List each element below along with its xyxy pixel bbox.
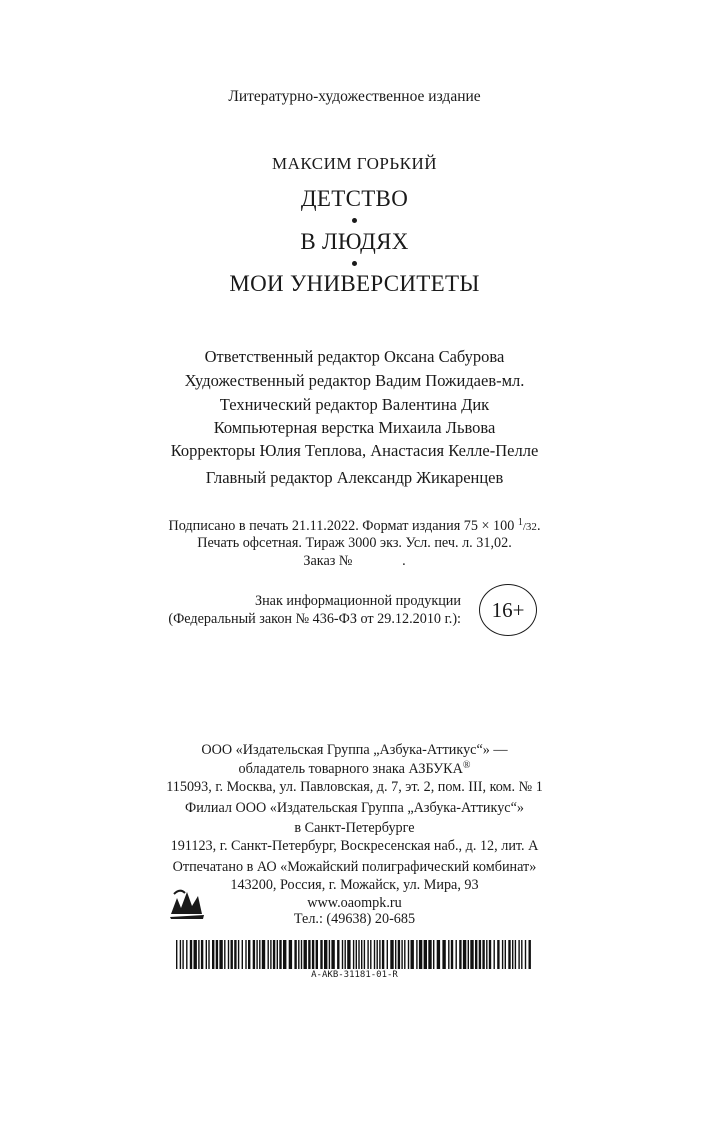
- barcode-bar: [259, 940, 260, 969]
- barcode-bar: [508, 940, 510, 969]
- barcode-bar: [283, 940, 286, 969]
- barcode-bar: [304, 940, 307, 969]
- edition-type: Литературно-художественное издание: [228, 88, 481, 105]
- barcode-bar: [433, 940, 434, 969]
- barcode-bar: [329, 940, 330, 969]
- barcode-bar: [345, 940, 346, 969]
- barcode-bar: [279, 940, 281, 969]
- barcode-bar: [468, 940, 469, 969]
- printer-phone: Тел.: (49638) 20-685: [293, 911, 416, 927]
- barcode-bar: [398, 940, 400, 969]
- barcode-bar: [234, 940, 236, 969]
- barcode-bar: [198, 940, 199, 969]
- barcode-bar: [353, 940, 354, 969]
- author-name: МАКСИМ ГОРЬКИЙ: [271, 154, 438, 173]
- barcode-bar: [361, 940, 362, 969]
- barcode-bar: [486, 940, 487, 969]
- title-separator-dot: [352, 218, 357, 223]
- barcode-bar: [475, 940, 477, 969]
- book-title-3: МОИ УНИВЕРСИТЕТЫ: [229, 271, 480, 296]
- barcode-bar: [404, 940, 405, 969]
- barcode-bar: [186, 940, 187, 969]
- format-numerator: 1: [517, 517, 523, 528]
- barcode-bar: [294, 940, 296, 969]
- barcode-bar: [342, 940, 343, 969]
- barcode-bar: [219, 940, 222, 969]
- title-separator-dot: [352, 261, 357, 266]
- barcode-text: A-AKB-31181-01-R: [311, 970, 398, 980]
- print-info-line: Печать офсетная. Тираж 3000 экз. Усл. печ. л. 31,02.: [197, 535, 512, 551]
- print-signed-suffix: .: [536, 518, 541, 534]
- barcode-bar: [502, 940, 503, 969]
- credit-line: Корректоры Юлия Теплова, Анастасия Келле-Пелле: [170, 441, 539, 460]
- credit-line: Художественный редактор Вадим Пожидаев-мл.: [184, 371, 525, 390]
- barcode-bar: [256, 940, 257, 969]
- barcode-bar: [512, 940, 513, 969]
- barcode-bar: [451, 940, 453, 969]
- book-title-1: ДЕТСТВО: [300, 186, 409, 211]
- barcode-bar: [515, 940, 516, 969]
- barcode-bar: [459, 940, 461, 969]
- barcode-bar: [428, 940, 431, 969]
- barcode-bar: [270, 940, 271, 969]
- barcode-bar: [224, 940, 225, 969]
- barcode-bar: [356, 940, 357, 969]
- barcode-bar: [364, 940, 365, 969]
- format-denominator: /32: [522, 521, 537, 533]
- barcode-bar: [382, 940, 384, 969]
- barcode-bar: [529, 940, 531, 969]
- barcode-bar: [437, 940, 440, 969]
- printer-website: www.oaompk.ru: [307, 895, 402, 911]
- printer-line: Отпечатано в АО «Можайский полиграфический комбинат»: [172, 859, 537, 875]
- barcode-bar: [206, 940, 207, 969]
- barcode-bar: [190, 940, 192, 969]
- barcode-bar: [419, 940, 422, 969]
- barcode-bar: [390, 940, 393, 969]
- barcode-bar: [470, 940, 473, 969]
- barcode-bar: [238, 940, 239, 969]
- barcode-bar: [479, 940, 481, 969]
- age-rating-badge: 16+: [479, 584, 537, 636]
- barcode-bar: [268, 940, 269, 969]
- barcode-bar: [180, 940, 181, 969]
- barcode-bar: [374, 940, 375, 969]
- barcode-bar: [456, 940, 457, 969]
- barcode-bar: [245, 940, 246, 969]
- barcode-bar: [379, 940, 380, 969]
- registered-mark: ®: [462, 760, 471, 771]
- book-title-2: В ЛЮДЯХ: [300, 229, 409, 254]
- barcode-bar: [370, 940, 371, 969]
- barcode-bar: [308, 940, 310, 969]
- publisher-line: [0, 760, 709, 778]
- barcode-bar: [494, 940, 495, 969]
- barcode-bar: [320, 940, 322, 969]
- barcode-bar: [395, 940, 396, 969]
- info-mark-law: (Федеральный закон № 436-ФЗ от 29.12.2010 г.):: [168, 611, 461, 627]
- publisher-line: в Санкт-Петербурге: [294, 820, 415, 836]
- barcode-bar: [497, 940, 499, 969]
- barcode-bar: [347, 940, 350, 969]
- barcode-bar: [489, 940, 491, 969]
- publisher-address: 115093, г. Москва, ул. Павловская, д. 7, эт. 2, пом. III, ком. № 1: [166, 779, 543, 795]
- barcode-bar: [442, 940, 445, 969]
- barcode-bar: [408, 940, 409, 969]
- branch-address: 191123, г. Санкт-Петербург, Воскресенская наб., д. 12, лит. А: [170, 838, 539, 854]
- credit-line: Технический редактор Валентина Дик: [219, 395, 490, 414]
- barcode-bar: [228, 940, 229, 969]
- barcode-bar: [253, 940, 255, 969]
- barcode-bar: [358, 940, 359, 969]
- barcode-bar: [289, 940, 292, 969]
- barcode: [176, 940, 533, 969]
- barcode-bar: [448, 940, 449, 969]
- barcode-bar: [525, 940, 526, 969]
- barcode-bar: [182, 940, 183, 969]
- barcode-bar: [231, 940, 233, 969]
- barcode-bar: [273, 940, 275, 969]
- barcode-bar: [194, 940, 197, 969]
- barcode-bar: [201, 940, 203, 969]
- barcode-bar: [482, 940, 484, 969]
- print-info-line: [0, 517, 709, 535]
- barcode-bar: [262, 940, 265, 969]
- barcode-bar: [216, 940, 218, 969]
- barcode-bar: [242, 940, 243, 969]
- barcode-bar: [312, 940, 314, 969]
- barcode-bar: [208, 940, 209, 969]
- publisher-line: ООО «Издательская Группа „Азбука-Аттикус“» —: [201, 742, 508, 758]
- barcode-bar: [212, 940, 214, 969]
- print-signed-text: Подписано в печать 21.11.2022. Формат издания 75 × 100: [168, 518, 518, 534]
- barcode-bar: [377, 940, 378, 969]
- barcode-bar: [248, 940, 250, 969]
- barcode-bar: [401, 940, 402, 969]
- info-mark-label: Знак информационной продукции: [254, 593, 461, 609]
- barcode-bar: [367, 940, 368, 969]
- barcode-bar: [301, 940, 302, 969]
- barcode-bar: [277, 940, 278, 969]
- barcode-bar: [518, 940, 519, 969]
- barcode-bar: [411, 940, 414, 969]
- barcode-bar: [337, 940, 339, 969]
- credit-line: Ответственный редактор Оксана Сабурова: [204, 347, 505, 366]
- order-number-line: Заказ № .: [303, 553, 406, 569]
- barcode-bar: [331, 940, 334, 969]
- credit-line: Компьютерная верстка Михаила Львова: [213, 418, 496, 437]
- barcode-bar: [505, 940, 506, 969]
- trademark-text: обладатель товарного знака АЗБУКА: [238, 761, 463, 777]
- barcode-bar: [298, 940, 299, 969]
- barcode-bar: [387, 940, 388, 969]
- barcode-bar: [463, 940, 466, 969]
- barcode-bar: [176, 940, 177, 969]
- barcode-bar: [316, 940, 318, 969]
- printer-address: 143200, Россия, г. Можайск, ул. Мира, 93: [230, 877, 479, 893]
- barcode-bar: [521, 940, 522, 969]
- barcode-bar: [424, 940, 427, 969]
- crown-logo-icon: [168, 884, 206, 920]
- credit-line: Главный редактор Александр Жикаренцев: [205, 468, 504, 487]
- publisher-line: Филиал ООО «Издательская Группа „Азбука-Аттикус“»: [185, 800, 524, 816]
- barcode-bar: [324, 940, 327, 969]
- barcode-bar: [416, 940, 417, 969]
